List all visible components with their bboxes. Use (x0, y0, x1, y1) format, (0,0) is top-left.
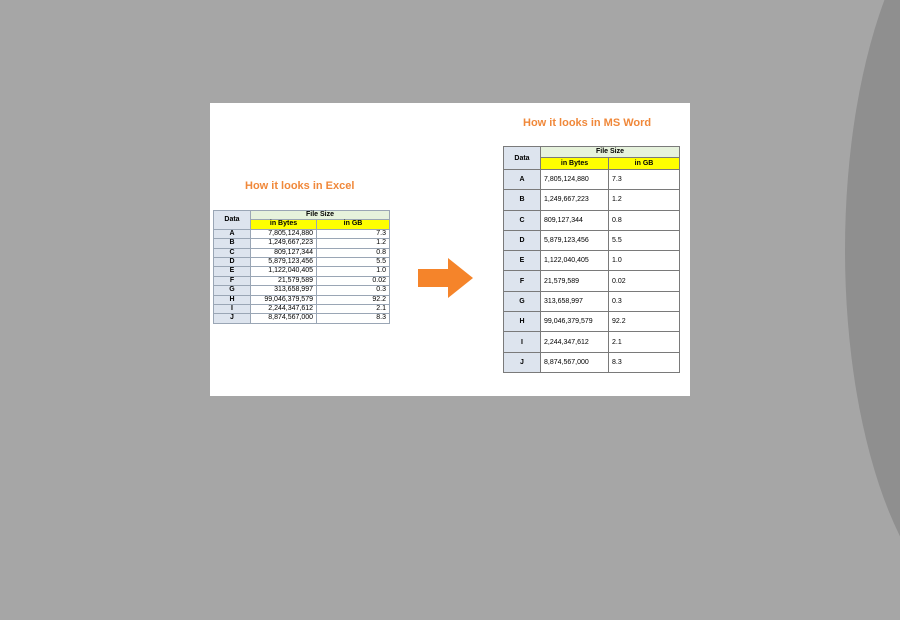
word-row-label: B (504, 190, 541, 210)
word-gb-cell: 1.0 (609, 251, 680, 271)
excel-table-row (214, 314, 390, 323)
word-table-row (504, 312, 680, 332)
word-table-row (504, 332, 680, 352)
word-row-label: H (504, 312, 541, 332)
excel-bytes-cell: 99,046,379,579 (251, 295, 317, 304)
excel-row-label: F (214, 276, 251, 285)
word-gb-header: in GB (609, 157, 680, 169)
excel-gb-cell: 0.3 (317, 286, 390, 295)
excel-bytes-cell: 8,874,567,000 (251, 314, 317, 323)
excel-table-row (214, 258, 390, 267)
word-table-row (504, 190, 680, 210)
excel-heading: How it looks in Excel (245, 180, 355, 192)
word-table-row (504, 251, 680, 271)
excel-row-label: C (214, 248, 251, 257)
word-table-row (504, 271, 680, 291)
excel-table-row (214, 305, 390, 314)
excel-bytes-cell: 809,127,344 (251, 248, 317, 257)
excel-row-label: D (214, 258, 251, 267)
excel-bytes-cell: 2,244,347,612 (251, 305, 317, 314)
word-bytes-cell: 1,249,667,223 (541, 190, 609, 210)
word-row-label: E (504, 251, 541, 271)
word-bytes-cell: 809,127,344 (541, 210, 609, 230)
word-row-label: A (504, 170, 541, 190)
excel-gb-cell: 1.2 (317, 239, 390, 248)
word-bytes-cell: 99,046,379,579 (541, 312, 609, 332)
word-bytes-cell: 2,244,347,612 (541, 332, 609, 352)
excel-row-label: A (214, 229, 251, 238)
excel-table-row (214, 229, 390, 238)
excel-bytes-cell: 313,658,997 (251, 286, 317, 295)
word-row-label: D (504, 230, 541, 250)
excel-bytes-cell: 1,249,667,223 (251, 239, 317, 248)
excel-table-row (214, 267, 390, 276)
excel-bytes-cell: 1,122,040,405 (251, 267, 317, 276)
word-bytes-cell: 21,579,589 (541, 271, 609, 291)
right-arrow-icon (418, 258, 473, 298)
excel-gb-cell: 7.3 (317, 229, 390, 238)
excel-row-label: G (214, 286, 251, 295)
excel-gb-header: in GB (317, 220, 390, 229)
excel-data-header: Data (214, 211, 251, 230)
word-bytes-cell: 5,879,123,456 (541, 230, 609, 250)
word-table-row (504, 230, 680, 250)
word-data-header: Data (504, 147, 541, 170)
excel-gb-cell: 8.3 (317, 314, 390, 323)
word-gb-cell: 0.3 (609, 291, 680, 311)
word-bytes-cell: 7,805,124,880 (541, 170, 609, 190)
excel-gb-cell: 1.0 (317, 267, 390, 276)
excel-file-size-header: File Size (251, 211, 390, 220)
word-gb-cell: 5.5 (609, 230, 680, 250)
word-table-row (504, 352, 680, 372)
excel-bytes-header: in Bytes (251, 220, 317, 229)
word-gb-cell: 2.1 (609, 332, 680, 352)
excel-row-label: J (214, 314, 251, 323)
word-heading: How it looks in MS Word (523, 117, 652, 129)
word-row-label: G (504, 291, 541, 311)
excel-gb-cell: 5.5 (317, 258, 390, 267)
excel-table-row (214, 286, 390, 295)
excel-bytes-cell: 21,579,589 (251, 276, 317, 285)
word-gb-cell: 92.2 (609, 312, 680, 332)
word-table-row (504, 210, 680, 230)
word-row-label: F (504, 271, 541, 291)
word-gb-cell: 8.3 (609, 352, 680, 372)
word-table (503, 146, 680, 373)
background-arc (845, 0, 900, 620)
excel-gb-cell: 92.2 (317, 295, 390, 304)
word-gb-cell: 7.3 (609, 170, 680, 190)
word-row-label: J (504, 352, 541, 372)
word-row-label: I (504, 332, 541, 352)
excel-gb-cell: 0.02 (317, 276, 390, 285)
excel-row-label: B (214, 239, 251, 248)
excel-row-label: E (214, 267, 251, 276)
word-table-row (504, 170, 680, 190)
excel-gb-cell: 0.8 (317, 248, 390, 257)
word-gb-cell: 0.8 (609, 210, 680, 230)
excel-table-row (214, 295, 390, 304)
excel-table-row (214, 248, 390, 257)
word-row-label: C (504, 210, 541, 230)
excel-bytes-cell: 7,805,124,880 (251, 229, 317, 238)
slide (210, 103, 690, 396)
excel-row-label: H (214, 295, 251, 304)
word-file-size-header: File Size (541, 147, 680, 158)
excel-table (213, 210, 390, 324)
excel-gb-cell: 2.1 (317, 305, 390, 314)
word-bytes-cell: 313,658,997 (541, 291, 609, 311)
word-bytes-cell: 1,122,040,405 (541, 251, 609, 271)
word-bytes-cell: 8,874,567,000 (541, 352, 609, 372)
excel-table-row (214, 276, 390, 285)
excel-row-label: I (214, 305, 251, 314)
word-gb-cell: 1.2 (609, 190, 680, 210)
word-gb-cell: 0.02 (609, 271, 680, 291)
word-bytes-header: in Bytes (541, 157, 609, 169)
excel-bytes-cell: 5,879,123,456 (251, 258, 317, 267)
word-table-row (504, 291, 680, 311)
excel-table-row (214, 239, 390, 248)
